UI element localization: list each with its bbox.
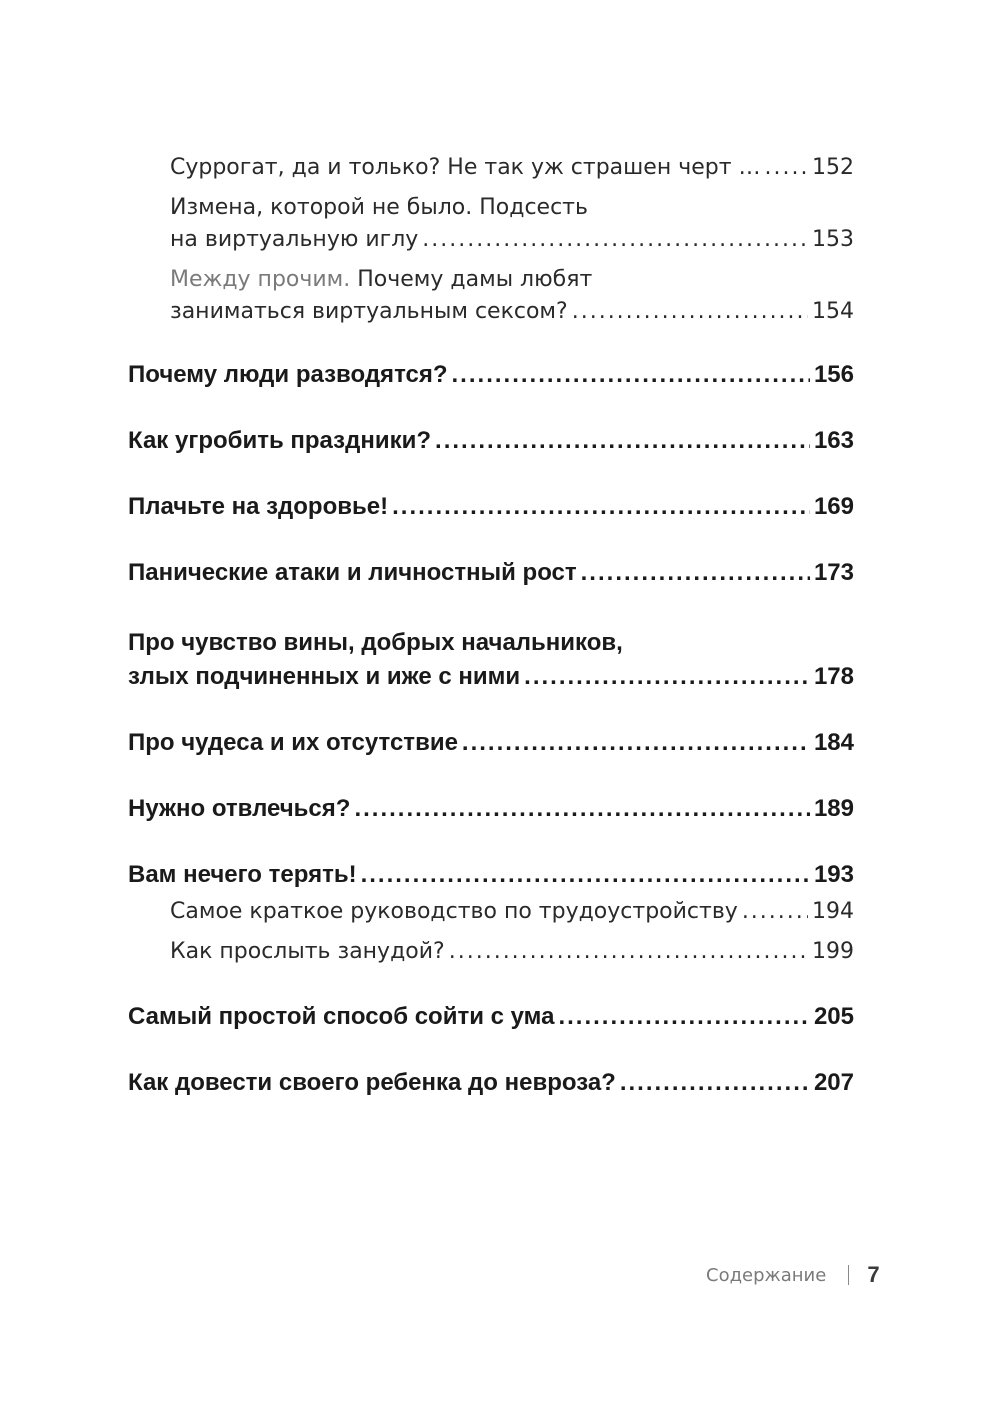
- dot-leader: [558, 1000, 809, 1034]
- toc-entry[interactable]: [128, 358, 854, 392]
- dot-leader: [581, 556, 810, 590]
- toc-entry-title: Нужно отвлечься?: [128, 795, 351, 822]
- page-footer: [706, 1262, 880, 1288]
- toc-page-number: 173: [813, 559, 854, 586]
- toc-page-number: 184: [813, 729, 854, 756]
- dot-leader: [765, 152, 809, 184]
- toc-page-number: 163: [813, 427, 854, 454]
- toc-entry[interactable]: [128, 490, 854, 524]
- toc-entry-title: Плачьте на здоровье!: [128, 493, 389, 520]
- toc-entry-prefix: Между прочим.: [170, 267, 351, 292]
- table-of-contents: [128, 152, 854, 1104]
- page-number: 7: [867, 1262, 880, 1287]
- toc-entry-title: Про чувство вины, добрых начальников,: [128, 629, 623, 656]
- toc-entry-title-cont: злых подчиненных и иже с ними: [128, 663, 521, 690]
- dot-leader: [435, 424, 810, 458]
- dot-leader: [361, 858, 810, 892]
- toc-entry-title-cont: на виртуальную иглу: [170, 227, 419, 252]
- toc-page-number: 193: [813, 861, 854, 888]
- dot-leader: [462, 726, 810, 760]
- toc-entry-title: Почему дамы любят: [350, 267, 593, 292]
- toc-page-number: 154: [812, 299, 854, 324]
- toc-entry-title: Измена, которой не было. Подсесть: [170, 195, 588, 220]
- toc-entry-title: Панические атаки и личностный рост: [128, 559, 577, 586]
- toc-entry-title: Как прослыть занудой?: [170, 939, 445, 964]
- toc-entry-title: Самый простой способ сойти с ума: [128, 1003, 555, 1030]
- dot-leader: [449, 936, 808, 968]
- toc-page-number: 199: [812, 939, 854, 964]
- toc-entry[interactable]: [128, 1066, 854, 1100]
- toc-page-number: 152: [812, 155, 854, 180]
- dot-leader: [524, 660, 810, 694]
- toc-entry[interactable]: [170, 152, 854, 184]
- toc-entry[interactable]: [128, 556, 854, 590]
- toc-entry-title: Как угробить праздники?: [128, 427, 432, 454]
- running-section-title: Содержание: [706, 1264, 827, 1286]
- dot-leader: [452, 358, 810, 392]
- dot-leader: [392, 490, 810, 524]
- toc-entry[interactable]: [170, 192, 854, 256]
- toc-entry-title-cont: заниматься виртуальным сексом?: [170, 299, 568, 324]
- dot-leader: [620, 1066, 810, 1100]
- footer-divider: [848, 1265, 849, 1285]
- toc-page-number: 207: [813, 1069, 854, 1096]
- toc-entry-title: Самое краткое руководство по трудоустройству: [170, 899, 738, 924]
- toc-page-number: 153: [812, 227, 854, 252]
- toc-page-number: 194: [812, 899, 854, 924]
- toc-entry[interactable]: [128, 792, 854, 826]
- toc-entry-title: Вам нечего терять!: [128, 861, 357, 888]
- toc-page-number: 169: [813, 493, 854, 520]
- toc-entry[interactable]: [128, 626, 854, 694]
- toc-entry[interactable]: [170, 896, 854, 928]
- toc-entry-title: Почему люди разводятся?: [128, 361, 448, 388]
- toc-entry[interactable]: [128, 1000, 854, 1034]
- toc-entry-title: Про чудеса и их отсутствие: [128, 729, 458, 756]
- toc-page-number: 189: [813, 795, 854, 822]
- toc-entry[interactable]: [128, 726, 854, 760]
- dot-leader: [422, 224, 808, 256]
- toc-entry-title: Как довести своего ребенка до невроза?: [128, 1069, 616, 1096]
- dot-leader: [354, 792, 810, 826]
- toc-entry[interactable]: [170, 936, 854, 968]
- toc-entry-title: Суррогат, да и только? Не так уж страшен черт …: [170, 155, 761, 180]
- dot-leader: [572, 296, 808, 328]
- toc-entry[interactable]: [170, 264, 854, 328]
- toc-page-number: 178: [813, 663, 854, 690]
- dot-leader: [742, 896, 808, 928]
- toc-entry[interactable]: [128, 858, 854, 892]
- toc-page-number: 205: [813, 1003, 854, 1030]
- toc-page-number: 156: [813, 361, 854, 388]
- toc-entry[interactable]: [128, 424, 854, 458]
